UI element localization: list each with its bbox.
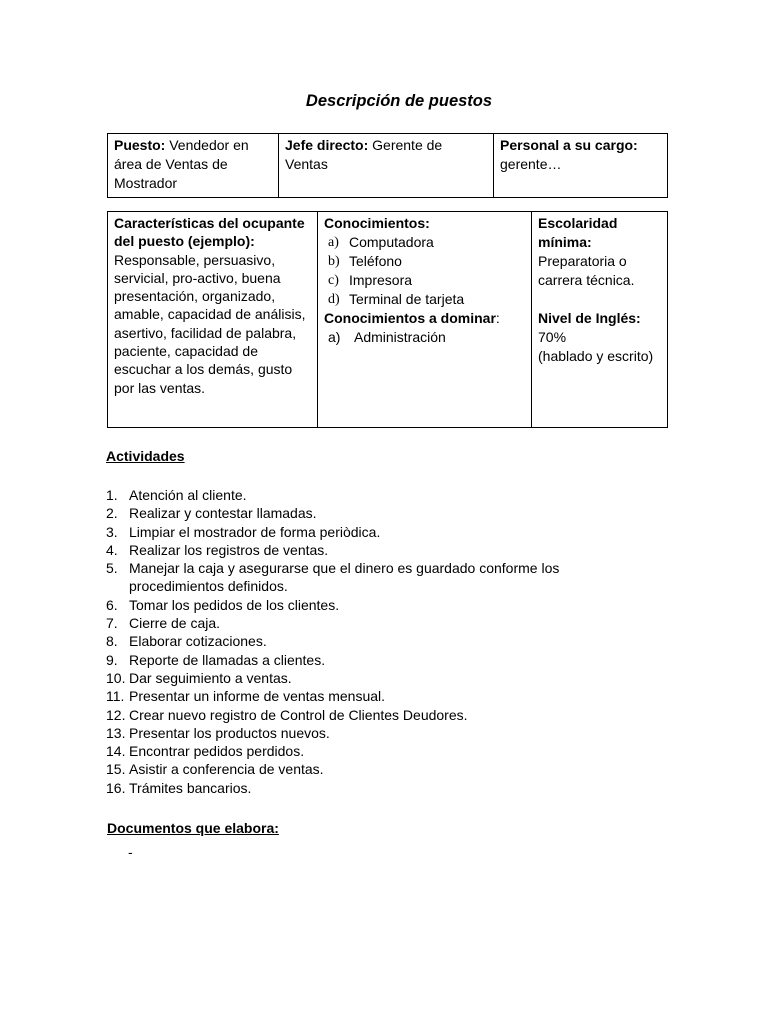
list-item: 4. Realizar los registros de ventas. [106, 541, 329, 558]
list-item: 12. Crear nuevo registro de Control de Clientes Deudores. [106, 706, 468, 723]
puesto-label: Puesto: [114, 137, 166, 153]
personal-value: gerente… [500, 156, 562, 172]
list-item: 8. Elaborar cotizaciones. [106, 633, 267, 650]
list-item: c) Impresora [328, 272, 413, 288]
caracteristicas-label: Características del ocupante del puesto (ejemplo): [114, 215, 305, 250]
list-item: d) Terminal de tarjeta [328, 291, 465, 307]
documentos-item: - [128, 844, 133, 860]
dominar-label: Conocimientos a dominar [324, 310, 496, 326]
list-item: 10. Dar seguimiento a ventas. [106, 669, 292, 686]
list-item: 13. Presentar los productos nuevos. [106, 724, 330, 741]
jefe-directo-value: Gerente de Ventas [285, 137, 443, 172]
escolaridad-value: Preparatoria o carrera técnica. [538, 253, 635, 288]
list-item: 1. Atención al cliente. [106, 487, 247, 503]
list-item: 3. Limpiar el mostrador de forma periòdica. [106, 523, 381, 540]
personal-cell [494, 134, 668, 198]
list-item: 11. Presentar un informe de ventas mensual. [106, 688, 386, 705]
list-item: 16. Trámites bancarios. [106, 779, 252, 796]
list-item: 7. Cierre de caja. [106, 615, 221, 632]
escolaridad-cell [532, 212, 668, 428]
list-item: 6. Tomar los pedidos de los clientes. [106, 596, 340, 613]
documentos-heading: Documentos que elabora: [107, 820, 279, 836]
puesto-cell [108, 134, 279, 198]
dominar-list [324, 328, 525, 347]
actividades-list [106, 486, 706, 797]
conocimientos-list [324, 233, 525, 309]
conocimientos-cell [318, 212, 532, 428]
ingles-detail: (hablado y escrito) [538, 348, 654, 364]
list-item: 2. Realizar y contestar llamadas. [106, 505, 317, 522]
job-profile-table [107, 211, 668, 428]
jefe-directo-cell [279, 134, 494, 198]
caracteristicas-value: Responsable, persuasivo, servicial, pro-activo, buena presentación, organizado, amable, capacidad de análisis, asertivo, facilidad de palabra, paciente, capacidad de escuchar a los demás, gusto por las ventas. [114, 251, 306, 396]
actividades-heading: Actividades [106, 448, 185, 464]
list-item: 14. Encontrar pedidos perdidos. [106, 743, 305, 760]
job-header-table [107, 133, 668, 198]
dominar-heading: Conocimientos a dominar: [324, 310, 500, 326]
list-item: b) Teléfono [328, 253, 402, 269]
escolaridad-label: Escolaridad mínima: [538, 215, 618, 250]
jefe-directo-label: Jefe directo: [285, 137, 369, 153]
puesto-value: Vendedor en área de Ventas de Mostrador [114, 137, 249, 191]
conocimientos-label: Conocimientos: [324, 215, 430, 231]
page-title: Descripción de puestos [305, 92, 493, 110]
list-item: a) Computadora [328, 234, 434, 250]
ingles-label: Nivel de Inglés: [538, 310, 641, 326]
caracteristicas-cell [108, 212, 318, 428]
personal-label: Personal a su cargo: [500, 137, 638, 153]
ingles-percent: 70% [538, 329, 567, 345]
list-item: a) Administración [328, 329, 446, 345]
list-item: 5. Manejar la caja y asegurarse que el dinero es guardado conforme los procedimientos definidos. [106, 560, 560, 595]
list-item: 15. Asistir a conferencia de ventas. [106, 761, 324, 778]
list-item: 9. Reporte de llamadas a clientes. [106, 651, 326, 668]
